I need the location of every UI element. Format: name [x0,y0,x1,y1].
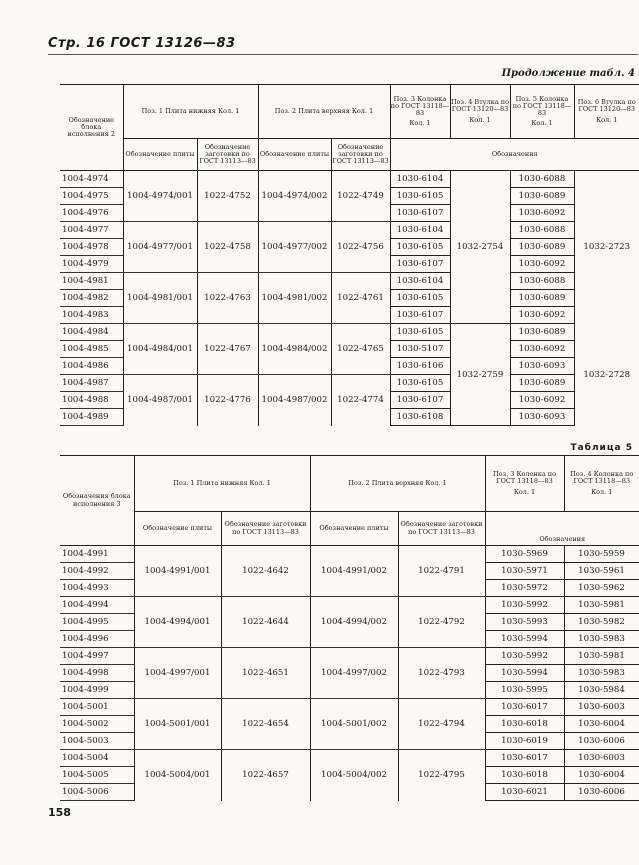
t4-header-pos5 [510,85,574,139]
t4-header-blank1: Обозначение заготовки по ГОСТ 13113—83 [197,139,258,171]
t5-block-cell: 1004-4995 [60,614,134,631]
t5-col4-cell: 1030-5959 [564,546,639,563]
t5-block-cell: 1004-4998 [60,665,134,682]
t5-col4-cell: 1030-6004 [564,716,639,733]
t5-block-cell: 1004-4997 [60,648,134,665]
t5-plate2-cell: 1004-5004/002 [310,750,398,801]
t4-plate1-cell: 1004-4977/001 [123,222,197,273]
t4-block-cell: 1004-4982 [60,290,123,307]
t5-plate1-cell: 1004-5001/001 [134,699,221,750]
t5-blank2-cell: 1022-4794 [398,699,485,750]
t5-pos3-title: Поз. 3 Колонка по ГОСТ 13118—83 [492,469,557,485]
t4-header-pos6 [574,85,639,139]
t4-blank1-cell: 1022-4752 [197,171,258,222]
t4-block-cell: 1004-4977 [60,222,123,239]
t4-block-cell: 1004-4979 [60,256,123,273]
t5-blank1-cell: 1022-4651 [221,648,310,699]
t4-col3-cell: 1030-6104 [390,222,450,239]
t5-col4-cell: 1030-6006 [564,784,639,801]
t5-plate1-cell: 1004-4994/001 [134,597,221,648]
t5-col3-cell: 1030-5969 [485,546,564,563]
t4-col5-cell: 1030-6088 [510,222,574,239]
t4-col5-cell: 1030-6092 [510,205,574,222]
t5-plate1-cell: 1004-4991/001 [134,546,221,597]
t5-col3-cell: 1030-5992 [485,597,564,614]
t4-col5-cell: 1030-6089 [510,324,574,341]
t5-col4-cell: 1030-6004 [564,767,639,784]
t5-block-cell: 1004-5002 [60,716,134,733]
t4-col3-cell: 1030-6107 [390,205,450,222]
t4-block-cell: 1004-4976 [60,205,123,222]
t4-col6-cell: 1032-2728 [574,324,639,426]
t4-pos3-title: Поз. 3 Колонка по ГОСТ 13118—83 [390,94,450,117]
t5-col4-cell: 1030-5981 [564,648,639,665]
t5-blank2-cell: 1022-4793 [398,648,485,699]
continuation-label: Продолжение табл. 4 [501,68,635,79]
t5-plate1-cell: 1004-4997/001 [134,648,221,699]
t4-col3-cell: 1030-6104 [390,273,450,290]
t5-col4-cell: 1030-5983 [564,665,639,682]
table-5-title: Таблица 5 [570,443,633,453]
t5-header-pos1: Поз. 1 Плита нижняя Кол. 1 [134,456,310,512]
t4-block-cell: 1004-4986 [60,358,123,375]
t4-col3-cell: 1030-6106 [390,358,450,375]
t4-plate1-cell: 1004-4974/001 [123,171,197,222]
t4-col5-cell: 1030-6089 [510,188,574,205]
t4-col3-cell: 1030-6105 [390,188,450,205]
t5-col3-cell: 1030-5993 [485,614,564,631]
t4-blank1-cell: 1022-4767 [197,324,258,375]
t4-block-cell: 1004-4983 [60,307,123,324]
t5-blank1-cell: 1022-4654 [221,699,310,750]
t5-header-pos3 [485,456,564,512]
t4-header-plate2: Обозначение плиты [258,139,331,171]
table-row [60,648,639,665]
t5-block-cell: 1004-4992 [60,563,134,580]
t5-blank2-cell: 1022-4795 [398,750,485,801]
t5-block-cell: 1004-4994 [60,597,134,614]
t4-col3-cell: 1030-6105 [390,290,450,307]
t5-col3-cell: 1030-5972 [485,580,564,597]
t5-header-plate1: Обозначение плиты [134,512,221,546]
t4-blank1-cell: 1022-4776 [197,375,258,426]
t4-col5-cell: 1030-6089 [510,290,574,307]
t4-col3-cell: 1030-6105 [390,324,450,341]
t4-block-cell: 1004-4978 [60,239,123,256]
t4-col6-cell: 1032-2723 [574,171,639,324]
table-row [60,750,639,767]
t4-header-designations: Обозначения [390,139,639,171]
t4-col5-cell: 1030-6088 [510,171,574,188]
t4-blank1-cell: 1022-4763 [197,273,258,324]
t4-col3-cell: 1030-6104 [390,171,450,188]
t4-block-cell: 1004-4984 [60,324,123,341]
t5-blank2-cell: 1022-4792 [398,597,485,648]
table-4 [60,84,639,426]
t4-pos4-title: Поз. 4 Втулка по ГОСТ 13120—83 [450,98,510,114]
t4-col3-cell: 1030-6107 [390,392,450,409]
t4-header-pos1: Поз. 1 Плита нижняя Кол. 1 [123,85,258,139]
t5-header-designations: Обозначения [485,512,639,546]
t5-header-plate2: Обозначение плиты [310,512,398,546]
t5-block-cell: 1004-5003 [60,733,134,750]
t5-pos4-title: Поз. 4 Колонка по ГОСТ 13118—83 [570,469,634,485]
t4-block-cell: 1004-4989 [60,409,123,426]
t4-blank2-cell: 1022-4749 [331,171,390,222]
t5-col4-cell: 1030-5983 [564,631,639,648]
t4-block-cell: 1004-4987 [60,375,123,392]
t5-blank1-cell: 1022-4657 [221,750,310,801]
t4-header-pos2: Поз. 2 Плита верхняя Кол. 1 [258,85,390,139]
t4-block-cell: 1004-4988 [60,392,123,409]
t4-pos3-kol: Кол. 1 [409,119,431,128]
t5-col4-cell: 1030-5982 [564,614,639,631]
t4-blank2-cell: 1022-4774 [331,375,390,426]
t4-plate2-cell: 1004-4977/002 [258,222,331,273]
t5-pos4-kol: Кол. 1 [591,488,613,497]
t4-block-cell: 1004-4985 [60,341,123,358]
t4-col5-cell: 1030-6092 [510,341,574,358]
t4-col4-cell: 1032-2759 [450,324,510,426]
t4-plate1-cell: 1004-4981/001 [123,273,197,324]
t5-header-block: Обозначения блока исполнения 3 [60,456,134,546]
t5-col4-cell: 1030-5984 [564,682,639,699]
t4-header-pos4 [450,85,510,139]
t5-header-pos4 [564,456,639,512]
t4-blank1-cell: 1022-4758 [197,222,258,273]
t5-plate2-cell: 1004-4991/002 [310,546,398,597]
t5-col3-cell: 1030-5971 [485,563,564,580]
t5-col3-cell: 1030-6017 [485,699,564,716]
table-row [60,699,639,716]
t4-col5-cell: 1030-6089 [510,375,574,392]
table-row [60,375,639,392]
t4-blank2-cell: 1022-4756 [331,222,390,273]
t4-col5-cell: 1030-6088 [510,273,574,290]
t4-col3-cell: 1030-6107 [390,307,450,324]
t5-block-cell: 1004-5006 [60,784,134,801]
t4-header-blank2: Обозначение заготовки по ГОСТ 13113—83 [331,139,390,171]
t5-block-cell: 1004-4996 [60,631,134,648]
t5-col4-cell: 1030-6003 [564,699,639,716]
t5-col3-cell: 1030-6021 [485,784,564,801]
t4-plate1-cell: 1004-4987/001 [123,375,197,426]
t5-plate2-cell: 1004-4994/002 [310,597,398,648]
t4-plate2-cell: 1004-4987/002 [258,375,331,426]
t5-col4-cell: 1030-5981 [564,597,639,614]
t5-col4-cell: 1030-6006 [564,733,639,750]
t4-plate1-cell: 1004-4984/001 [123,324,197,375]
table-row [60,273,639,290]
t4-pos6-kol: Кол. 1 [596,115,618,124]
t4-col5-cell: 1030-6089 [510,239,574,256]
table-row [60,597,639,614]
t5-block-cell: 1004-5004 [60,750,134,767]
t4-block-cell: 1004-4981 [60,273,123,290]
t4-pos5-kol: Кол. 1 [531,119,553,128]
t4-header-pos3 [390,85,450,139]
t5-col4-cell: 1030-5962 [564,580,639,597]
t5-col3-cell: 1030-6017 [485,750,564,767]
t5-blank2-cell: 1022-4791 [398,546,485,597]
t5-plate2-cell: 1004-4997/002 [310,648,398,699]
t5-col3-cell: 1030-5992 [485,648,564,665]
t4-blank2-cell: 1022-4765 [331,324,390,375]
t5-block-cell: 1004-5005 [60,767,134,784]
t5-col3-cell: 1030-6019 [485,733,564,750]
t4-plate2-cell: 1004-4981/002 [258,273,331,324]
t5-block-cell: 1004-4993 [60,580,134,597]
t4-block-cell: 1004-4974 [60,171,123,188]
t5-plate2-cell: 1004-5001/002 [310,699,398,750]
t5-col3-cell: 1030-6018 [485,767,564,784]
t4-col5-cell: 1030-6092 [510,392,574,409]
header-rule [48,54,638,55]
t4-col4-cell: 1032-2754 [450,171,510,324]
t4-col5-cell: 1030-6093 [510,358,574,375]
t4-col5-cell: 1030-6092 [510,256,574,273]
t4-col3-cell: 1030-6107 [390,256,450,273]
t4-pos4-kol: Кол. 1 [469,115,491,124]
t4-col5-cell: 1030-6092 [510,307,574,324]
page-number: 158 [48,806,71,819]
t4-header-block: Обозначение блока исполнения 2 [60,85,123,171]
t5-col3-cell: 1030-5995 [485,682,564,699]
table-row [60,171,639,188]
t4-col3-cell: 1030-6105 [390,375,450,392]
t4-block-cell: 1004-4975 [60,188,123,205]
page-header: Стр. 16 ГОСТ 13126—83 [48,36,236,51]
t4-plate2-cell: 1004-4984/002 [258,324,331,375]
t4-header-plate1: Обозначение плиты [123,139,197,171]
t5-col3-cell: 1030-6018 [485,716,564,733]
t4-col5-cell: 1030-6093 [510,409,574,426]
t5-col3-cell: 1030-5994 [485,665,564,682]
t5-blank1-cell: 1022-4642 [221,546,310,597]
t5-header-pos2: Поз. 2 Плита верхняя Кол. 1 [310,456,485,512]
table-5 [60,455,639,801]
t5-block-cell: 1004-4991 [60,546,134,563]
t4-plate2-cell: 1004-4974/002 [258,171,331,222]
t5-col4-cell: 1030-5961 [564,563,639,580]
table-row [60,324,639,341]
t5-header-blank2: Обозначение заготовки по ГОСТ 13113—83 [398,512,485,546]
t4-col3-cell: 1030-5107 [390,341,450,358]
t5-block-cell: 1004-4999 [60,682,134,699]
t4-blank2-cell: 1022-4761 [331,273,390,324]
t5-col3-cell: 1030-5994 [485,631,564,648]
t4-pos5-title: Поз. 5 Колонка по ГОСТ 13118—83 [512,94,572,117]
t5-plate1-cell: 1004-5004/001 [134,750,221,801]
t5-header-blank1: Обозначение заготовки по ГОСТ 13113—83 [221,512,310,546]
t5-col4-cell: 1030-6003 [564,750,639,767]
t4-col3-cell: 1030-6108 [390,409,450,426]
table-row [60,546,639,563]
t4-pos6-title: Поз. 6 Втулка по ГОСТ 13120—83 [577,98,636,114]
table-row [60,222,639,239]
t5-pos3-kol: Кол. 1 [513,488,536,497]
t4-col3-cell: 1030-6105 [390,239,450,256]
t5-block-cell: 1004-5001 [60,699,134,716]
t5-blank1-cell: 1022-4644 [221,597,310,648]
